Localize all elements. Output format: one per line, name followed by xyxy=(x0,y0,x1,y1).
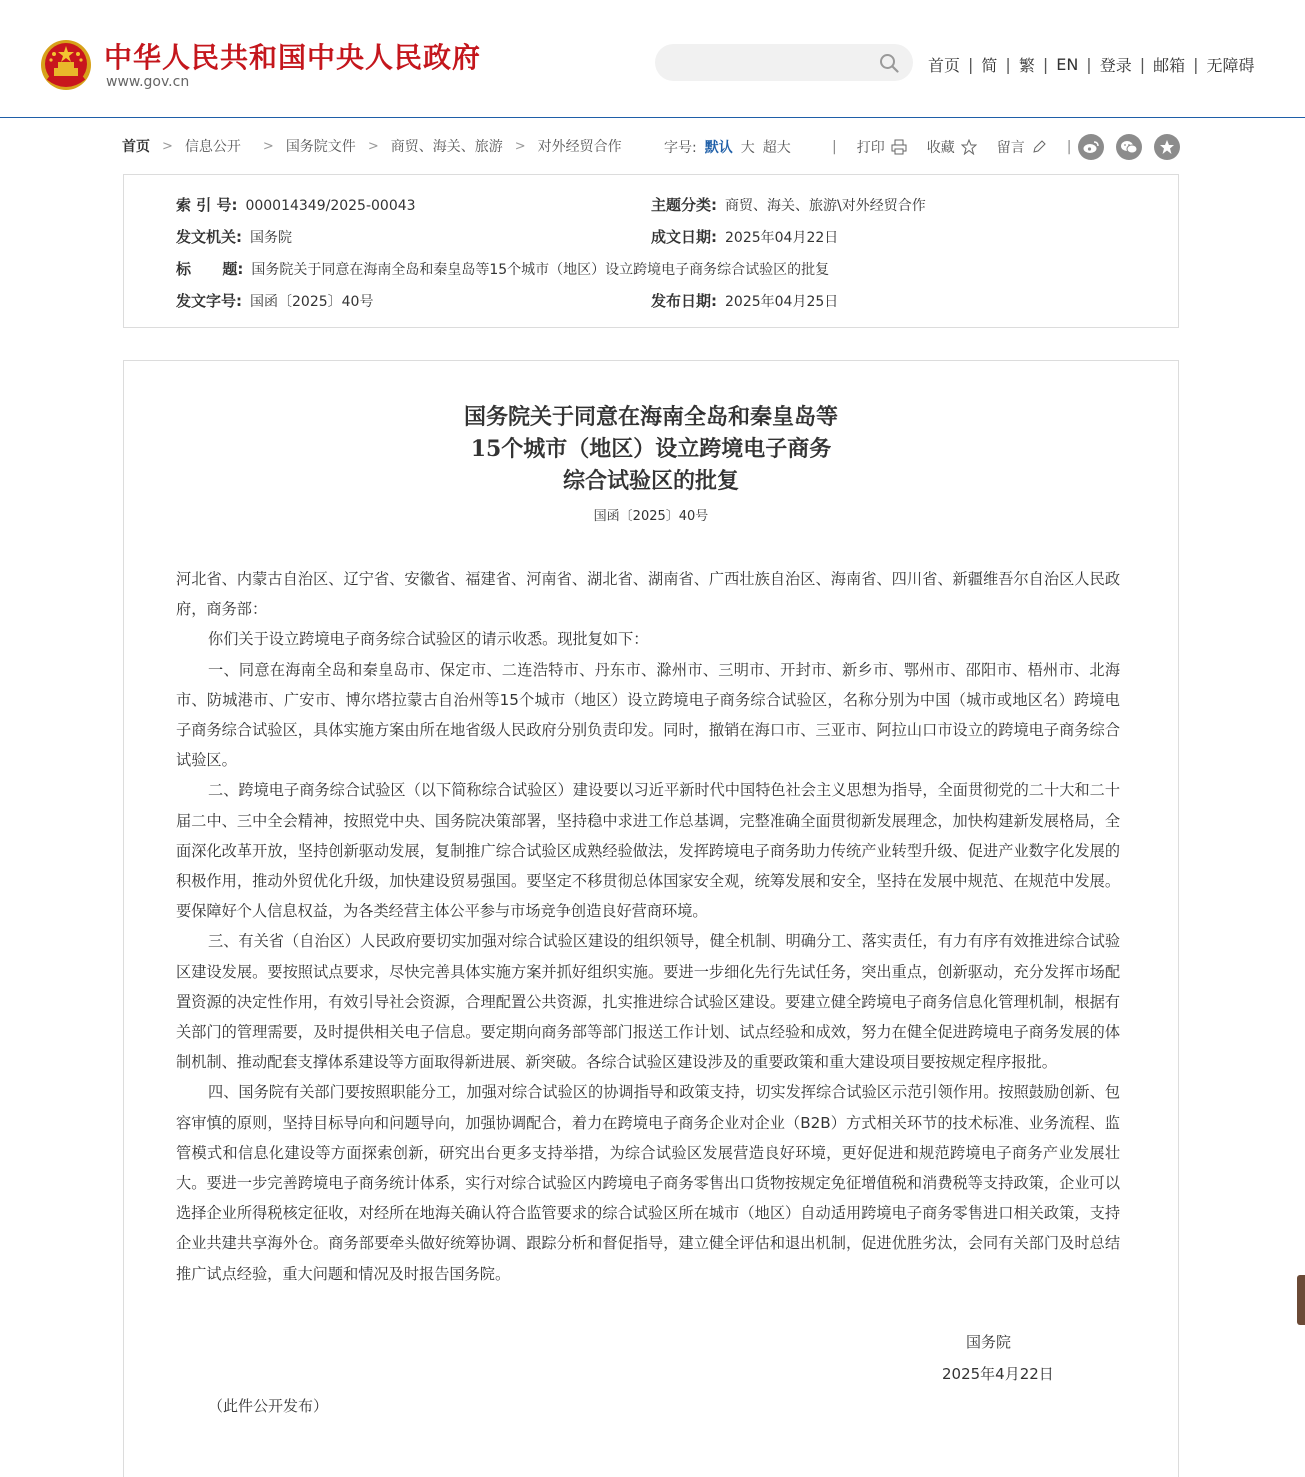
print-button[interactable]: 打印 xyxy=(856,140,885,156)
paragraph: 三、有关省（自治区）人民政府要切实加强对综合试验区建设的组织领导，健全机制、明确分工、落实责任，有力有序有效推进综合试验区建设发展。要按照试点要求，尽快完善具体实施方案并抓好组织实施。要进一步细化先行先试任务，突出重点，创新驱动，充分发挥市场配置资源的决定性作用，有效引导社会资源，合理配置公共资源，扎实推进综合试验区建设。要建立健全跨境电子商务信息化管理机制，根据有关部门的管理需要，及时提供相关电子信息。要定期向商务部等部门报送工作计划、试点经验和成效，努力在健全促进跨境电子商务发展的体制机制、推动配套支撑体系建设等方面取得新进展、新突破。各综合试验区建设涉及的重要政策和重大建设项目要按规定程序报批。 xyxy=(176,932,1120,1072)
page-title xyxy=(124,401,1178,497)
search-icon[interactable] xyxy=(879,53,899,73)
meta-title-label: 标 题: xyxy=(176,260,244,278)
print-icon[interactable] xyxy=(891,139,907,155)
meta-title xyxy=(176,258,829,279)
nav-traditional[interactable]: 繁 xyxy=(1018,56,1035,75)
breadcrumb-item[interactable]: 对外经贸合作 xyxy=(537,139,622,155)
chevron-right-icon: > xyxy=(162,138,173,154)
nav-english[interactable]: EN xyxy=(1056,55,1079,74)
site-header xyxy=(0,0,1305,118)
comment-button[interactable]: 留言 xyxy=(996,140,1025,156)
favorite-star-icon[interactable] xyxy=(1154,134,1180,160)
article-body xyxy=(123,360,1179,1477)
nav-simplified[interactable]: 简 xyxy=(981,56,998,75)
site-url: www.gov.cn xyxy=(106,74,190,90)
document-number: 国函〔2025〕40号 xyxy=(593,509,709,524)
meta-date-written-label: 成文日期: xyxy=(651,228,717,246)
article-tools: | 打印 收藏 留言 | xyxy=(832,139,1072,156)
wechat-icon[interactable] xyxy=(1116,134,1142,160)
signer: 国务院 xyxy=(966,1333,1012,1351)
publication-note: （此件公开发布） xyxy=(208,1397,329,1415)
paragraph: 四、国务院有关部门要按照职能分工，加强对综合试验区的协调指导和政策支持，切实发挥综合试验区示范引领作用。按照鼓励创新、包容审慎的原则，坚持目标导向和问题导向，加强协调配合，着力在跨境电子商务企业对企业（B2B）方式相关环节的技术标准、业务流程、监管模式和信息化建设等方面探索创新，研究出台更多支持举措，为综合试验区发展营造良好环境，更好促进和规范跨境电子商务产业发展壮大。要进一步完善跨境电子商务统计体系，实行对综合试验区内跨境电子商务零售出口货物按规定免征增值税和消费税等支持政策，企业可以选择企业所得税核定征收，对经所在地海关确认符合监管要求的综合试验区所在城市（地区）自动适用跨境电子商务零售进口相关政策，支持企业共建共享海外仓。商务部要牵头做好统筹协调、跟踪分析和督促指导，建立健全评估和退出机制，促进优胜劣汰，会同有关部门及时总结推广试点经验，重大问题和情况及时报告国务院。 xyxy=(176,1083,1120,1283)
breadcrumb-item[interactable]: 国务院文件 xyxy=(285,139,356,155)
search-input[interactable] xyxy=(655,44,913,81)
meta-category-label: 主题分类: xyxy=(651,196,717,214)
meta-category xyxy=(651,194,926,215)
meta-publish-value: 2025年04月25日 xyxy=(725,294,839,310)
meta-index-value: 000014349/2025-00043 xyxy=(245,198,416,214)
weibo-icon[interactable] xyxy=(1078,134,1104,160)
meta-category-value: 商贸、海关、旅游\对外经贸合作 xyxy=(725,198,926,214)
title-line: 综合试验区的批复 xyxy=(562,468,739,494)
meta-issuer-label: 发文机关: xyxy=(176,228,242,246)
meta-date-written-value: 2025年04月22日 xyxy=(725,230,839,246)
font-size-large[interactable]: 大 xyxy=(740,140,755,156)
favorite-button[interactable]: 收藏 xyxy=(926,140,955,156)
side-floating-tab[interactable] xyxy=(1297,1275,1305,1325)
national-emblem-icon[interactable] xyxy=(40,38,92,92)
font-size-selector xyxy=(664,137,791,157)
breadcrumb-item[interactable]: 信息公开 xyxy=(184,139,241,155)
paragraph: 你们关于设立跨境电子商务综合试验区的请示收悉。现批复如下： xyxy=(208,630,649,649)
meta-title-value: 国务院关于同意在海南全岛和秦皇岛等15个城市（地区）设立跨境电子商务综合试验区的批复 xyxy=(251,262,830,278)
article-content xyxy=(176,564,1120,1289)
meta-publish-label: 发布日期: xyxy=(651,292,717,310)
font-size-xlarge[interactable]: 超大 xyxy=(762,140,791,156)
meta-issuer xyxy=(176,226,292,247)
chevron-right-icon: > xyxy=(514,138,526,154)
top-nav: 首页 | 简 | 繁 | EN | 登录 | 邮箱 | 无障碍 xyxy=(928,55,1255,75)
chevron-right-icon: > xyxy=(367,138,379,154)
font-size-default[interactable]: 默认 xyxy=(704,140,733,156)
font-size-label: 字号: xyxy=(664,140,697,156)
meta-doc-no-label: 发文字号: xyxy=(176,292,242,310)
title-line: 15个城市（地区）设立跨境电子商务 xyxy=(470,436,832,462)
paragraph: 一、同意在海南全岛和秦皇岛市、保定市、二连浩特市、丹东市、滁州市、三明市、开封市、新乡市、鄂州市、邵阳市、梧州市、北海市、防城港市、广安市、博尔塔拉蒙古自治州等15个城市（地区）设立跨境电子商务综合试验区，名称分别为中国（城市或地区名）跨境电子商务综合试验区，具体实施方案由所在地省级人民政府分别负责印发。同时，撤销在海口市、三亚市、阿拉山口市设立的跨境电子商务综合试验区。 xyxy=(176,660,1120,770)
breadcrumb-home[interactable]: 首页 xyxy=(122,139,150,155)
meta-index-label: 索 引 号: xyxy=(176,196,238,214)
chevron-right-icon: > xyxy=(262,138,274,154)
breadcrumb-item[interactable]: 商贸、海关、旅游 xyxy=(390,139,503,155)
meta-publish-date xyxy=(651,290,838,311)
document-meta xyxy=(123,174,1179,328)
meta-index xyxy=(176,194,416,215)
breadcrumb xyxy=(122,134,1182,158)
nav-accessibility[interactable]: 无障碍 xyxy=(1206,56,1255,75)
pencil-icon[interactable] xyxy=(1031,139,1047,155)
addressee: 河北省、内蒙古自治区、辽宁省、安徽省、福建省、河南省、湖北省、湖南省、广西壮族自治区、海南省、四川省、新疆维吾尔自治区人民政府，商务部： xyxy=(176,570,1120,619)
nav-login[interactable]: 登录 xyxy=(1099,56,1132,75)
nav-home[interactable]: 首页 xyxy=(928,56,961,75)
title-line: 国务院关于同意在海南全岛和秦皇岛等 xyxy=(463,404,838,430)
meta-doc-no-value: 国函〔2025〕40号 xyxy=(250,294,374,310)
meta-issuer-value: 国务院 xyxy=(250,230,292,246)
star-icon[interactable] xyxy=(961,139,977,155)
paragraph: 二、跨境电子商务综合试验区（以下简称综合试验区）建设要以习近平新时代中国特色社会主义思想为指导，全面贯彻党的二十大和二十届二中、三中全会精神，按照党中央、国务院决策部署，坚持稳中求进工作总基调，完整准确全面贯彻新发展理念，加快构建新发展格局，全面深化改革开放，坚持创新驱动发展，复制推广综合试验区成熟经验做法，发挥跨境电子商务助力传统产业转型升级、促进产业数字化发展的积极作用，推动外贸优化升级，加快建设贸易强国。要坚定不移贯彻总体国家安全观，统筹发展和安全，坚持在发展中规范、在规范中发展。要保障好个人信息权益，为各类经营主体公平参与市场竞争创造良好营商环境。 xyxy=(176,781,1120,921)
meta-doc-no xyxy=(176,290,373,311)
share-group xyxy=(1078,134,1180,160)
nav-mail[interactable]: 邮箱 xyxy=(1153,56,1186,75)
site-title[interactable]: 中华人民共和国中央人民政府 xyxy=(104,41,482,74)
meta-date-written xyxy=(651,226,838,247)
sign-date: 2025年4月22日 xyxy=(942,1365,1054,1383)
